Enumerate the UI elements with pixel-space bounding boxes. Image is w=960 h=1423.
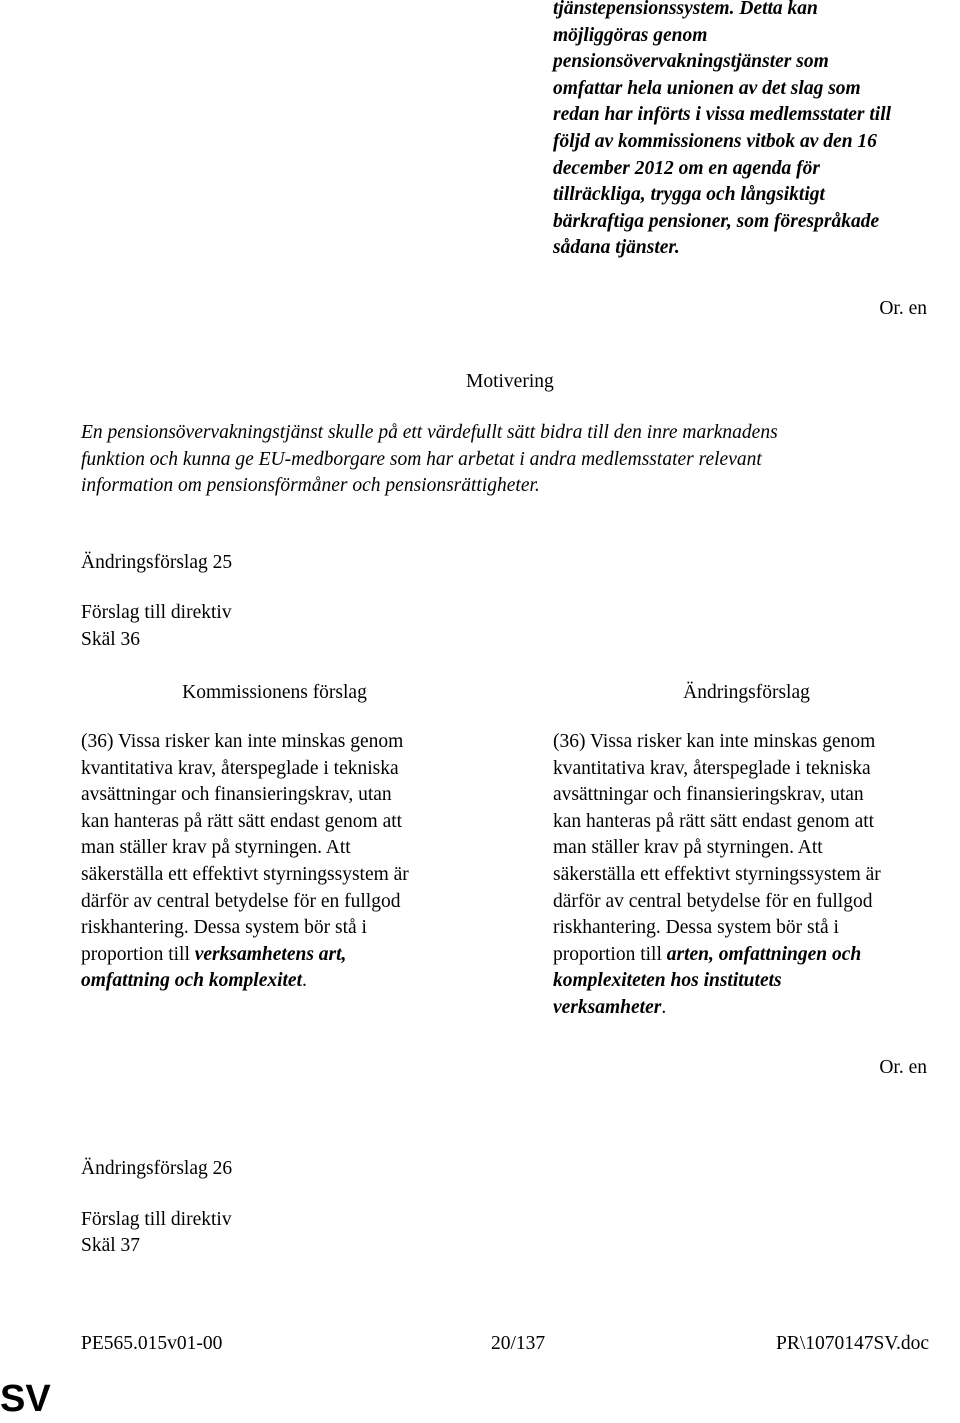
commission-proposal-text [81,729,481,995]
text-run: man ställer krav på styrningen. Att [553,837,823,859]
emphasized-text: komplexiteten hos institutets [553,970,782,992]
emphasized-text: sådana tjänster. [553,237,680,259]
emphasized-text: omfattar hela unionen av det slag som [553,77,861,99]
text-line [553,835,953,862]
text-line [81,968,481,995]
amendment-25-recital: Skäl 36 [81,629,141,650]
footer-file-name: PR\1070147SV.doc [776,1333,929,1354]
text-line [81,729,481,756]
text-line [553,729,953,756]
amendment-text [553,729,953,1022]
text-line [81,756,481,783]
continued-amendment-text [553,0,953,262]
text-run: kan hanteras på rätt sätt endast genom att [553,810,875,832]
text-run: man ställer krav på styrningen. Att [81,837,351,859]
text-line [553,862,953,889]
text-run: kvantitativa krav, återspeglade i tekniska [553,757,871,779]
text-line [81,889,481,916]
text-line [553,915,953,942]
text-line [553,182,953,209]
commission-proposal-heading: Kommissionens förslag [182,682,367,703]
text-run: . [661,996,667,1018]
text-run: avsättningar och finansieringskrav, utan [553,784,864,806]
text-line [553,102,953,129]
text-run: därför av central betydelse för en fullgod [81,890,401,912]
emphasized-text: följd av kommissionens vitbok av den 16 [553,130,877,152]
text-run: kan hanteras på rätt sätt endast genom att [81,810,403,832]
text-line [553,968,953,995]
text-run: kvantitativa krav, återspeglade i tekniska [81,757,399,779]
text-line [553,76,953,103]
text-line [81,862,481,889]
text-run: . [302,970,307,992]
text-run: (36) Vissa risker kan inte minskas genom [81,731,404,752]
justification-heading: Motivering [466,371,554,392]
amendment-26-recital: Skäl 37 [81,1235,141,1256]
amendment-26-proposal: Förslag till direktiv [81,1209,232,1230]
text-line [553,156,953,183]
text-line [553,0,953,23]
text-run: riskhantering. Dessa system bör stå i [81,917,367,939]
text-line [81,915,481,942]
text-line [81,782,481,809]
original-language-note: Or. en [879,1057,927,1078]
text-line [553,235,953,262]
emphasized-text: tillräckliga, trygga och långsiktigt [553,184,825,206]
footer-page-number: 20/137 [491,1333,546,1354]
text-run: säkerställa ett effektivt styrningssystem är [81,863,409,885]
text-run: (36) Vissa risker kan inte minskas genom [553,731,876,752]
text-run: proportion till [553,943,667,965]
text-line [553,809,953,836]
text-line [553,209,953,236]
emphasized-text: verksamhetens art, [194,943,347,965]
emphasized-text: pensionsövervakningstjänster som [553,51,829,73]
emphasized-text: redan har införts i vissa medlemsstater till [553,104,892,126]
text-line [553,129,953,156]
footer-doc-ref: PE565.015v01-00 [81,1333,223,1354]
text-line [553,942,953,969]
original-language-note: Or. en [879,298,927,319]
text-line [553,995,953,1022]
text-run: säkerställa ett effektivt styrningssystem är [553,863,881,885]
emphasized-text: tjänstepensionssystem. [553,0,735,19]
justification-line: funktion och kunna ge EU-medborgare som har arbetat i andra medlemsstater relevant [81,448,762,470]
justification-line: En pensionsövervakningstjänst skulle på ett värdefullt sätt bidra till den inre marknadens [81,422,778,443]
amendment-25-title: Ändringsförslag 25 [81,552,233,573]
text-line [81,942,481,969]
text-line [553,23,953,50]
text-run: proportion till [81,943,195,965]
text-run: därför av central betydelse för en fullgod [553,890,873,912]
amendment-heading: Ändringsförslag [683,682,810,703]
emphasized-text: arten, omfattningen och [666,943,862,965]
text-line [553,782,953,809]
justification-line: information om pensionsförmåner och pensionsrättigheter. [81,475,540,497]
language-label: SV [0,1378,51,1420]
amendment-25-proposal: Förslag till direktiv [81,602,232,623]
text-run: riskhantering. Dessa system bör stå i [553,917,839,939]
emphasized-text: Detta kan [734,0,818,19]
emphasized-text: verksamheter [553,996,662,1018]
justification-text [81,420,941,500]
text-line [553,49,953,76]
emphasized-text: omfattning och komplexitet [81,970,303,992]
emphasized-text: möjliggöras genom [553,24,708,46]
text-line [81,835,481,862]
text-run: avsättningar och finansieringskrav, utan [81,784,392,806]
emphasized-text: bärkraftiga pensioner, som förespråkade [553,210,880,232]
emphasized-text: december 2012 om en agenda för [553,157,821,179]
amendment-26-title: Ändringsförslag 26 [81,1158,233,1179]
text-line [553,889,953,916]
text-line [553,756,953,783]
text-line [81,809,481,836]
